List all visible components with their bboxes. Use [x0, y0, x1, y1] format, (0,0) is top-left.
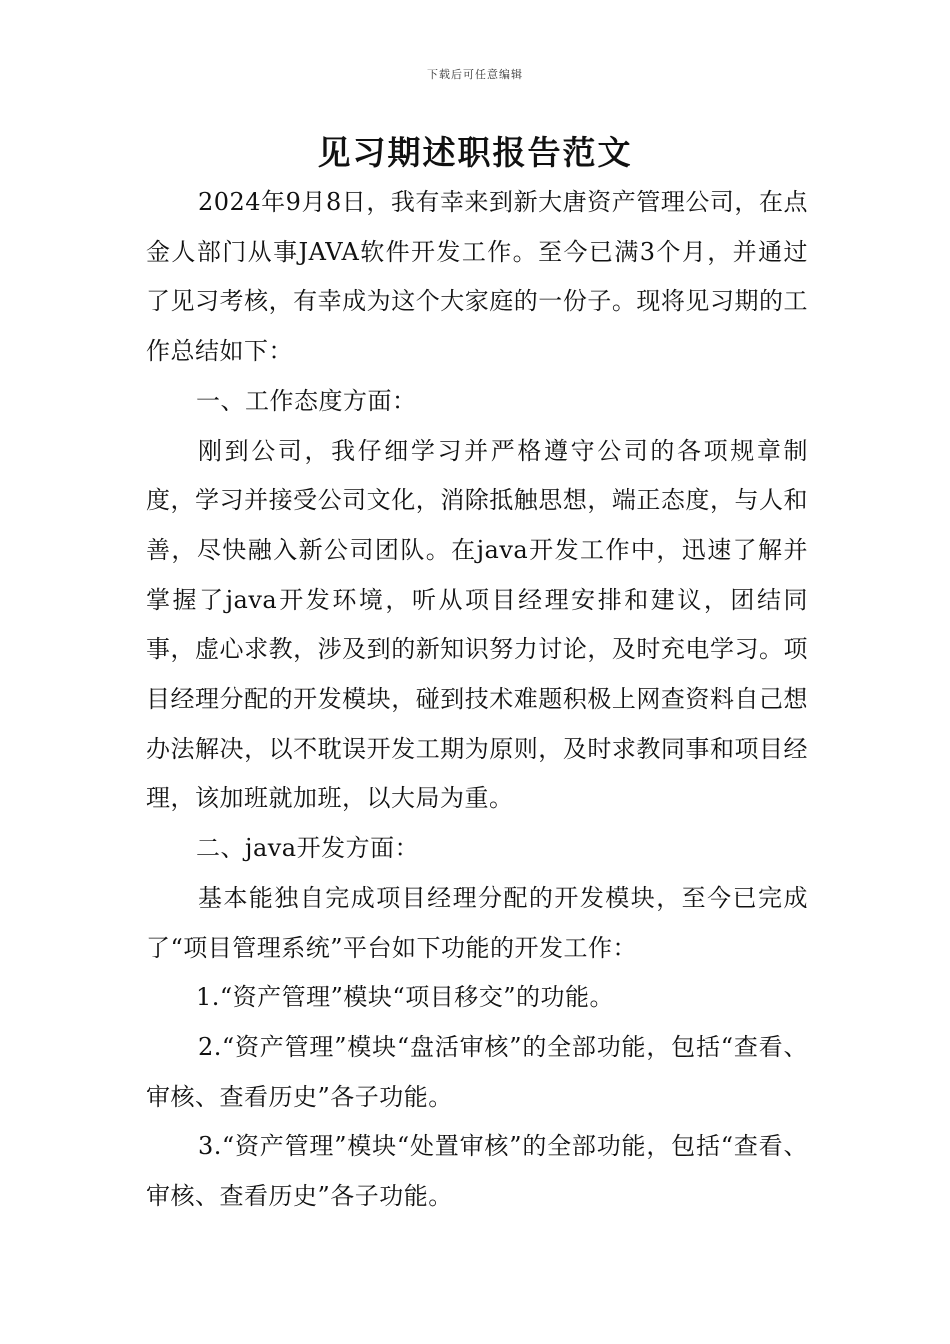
- list-item-2: 2.“资产管理”模块“盘活审核”的全部功能，包括“查看、审核、查看历史”各子功能。: [146, 1032, 808, 1111]
- paragraph-java: 基本能独自完成项目经理分配的开发模块，至今已完成了“项目管理系统”平台如下功能的开发工作：: [146, 883, 808, 962]
- document-body: [146, 178, 808, 1222]
- paragraph-attitude: 刚到公司，我仔细学习并严格遵守公司的各项规章制度，学习并接受公司文化，消除抵触思想，端正态度，与人和善，尽快融入新公司团队。在java开发工作中，迅速了解并掌握了java开发环境，听从项目经理安排和建议，团结同事，虚心求教，涉及到的新知识努力讨论，及时充电学习。项目经理分配的开发模块，碰到技术难题积极上网查资料自己想办法解决，以不耽误开发工期为原则，及时求教同事和项目经理，该加班就加班，以大局为重。: [146, 436, 808, 813]
- paragraph-intro: 2024年9月8日，我有幸来到新大唐资产管理公司，在点金人部门从事JAVA软件开发工作。至今已满3个月，并通过了见习考核，有幸成为这个大家庭的一份子。现将见习期的工作总结如下：: [146, 188, 808, 366]
- header-note: 下载后可任意编辑: [427, 68, 523, 81]
- section-heading-attitude: 一、工作态度方面：: [196, 386, 417, 415]
- list-item-1: 1.“资产管理”模块“项目移交”的功能。: [196, 983, 614, 1012]
- list-item-3: 3.“资产管理”模块“处置审核”的全部功能，包括“查看、审核、查看历史”各子功能。: [146, 1132, 808, 1211]
- document-title: 见习期述职报告范文: [317, 133, 633, 172]
- section-heading-java: 二、java开发方面：: [196, 834, 420, 863]
